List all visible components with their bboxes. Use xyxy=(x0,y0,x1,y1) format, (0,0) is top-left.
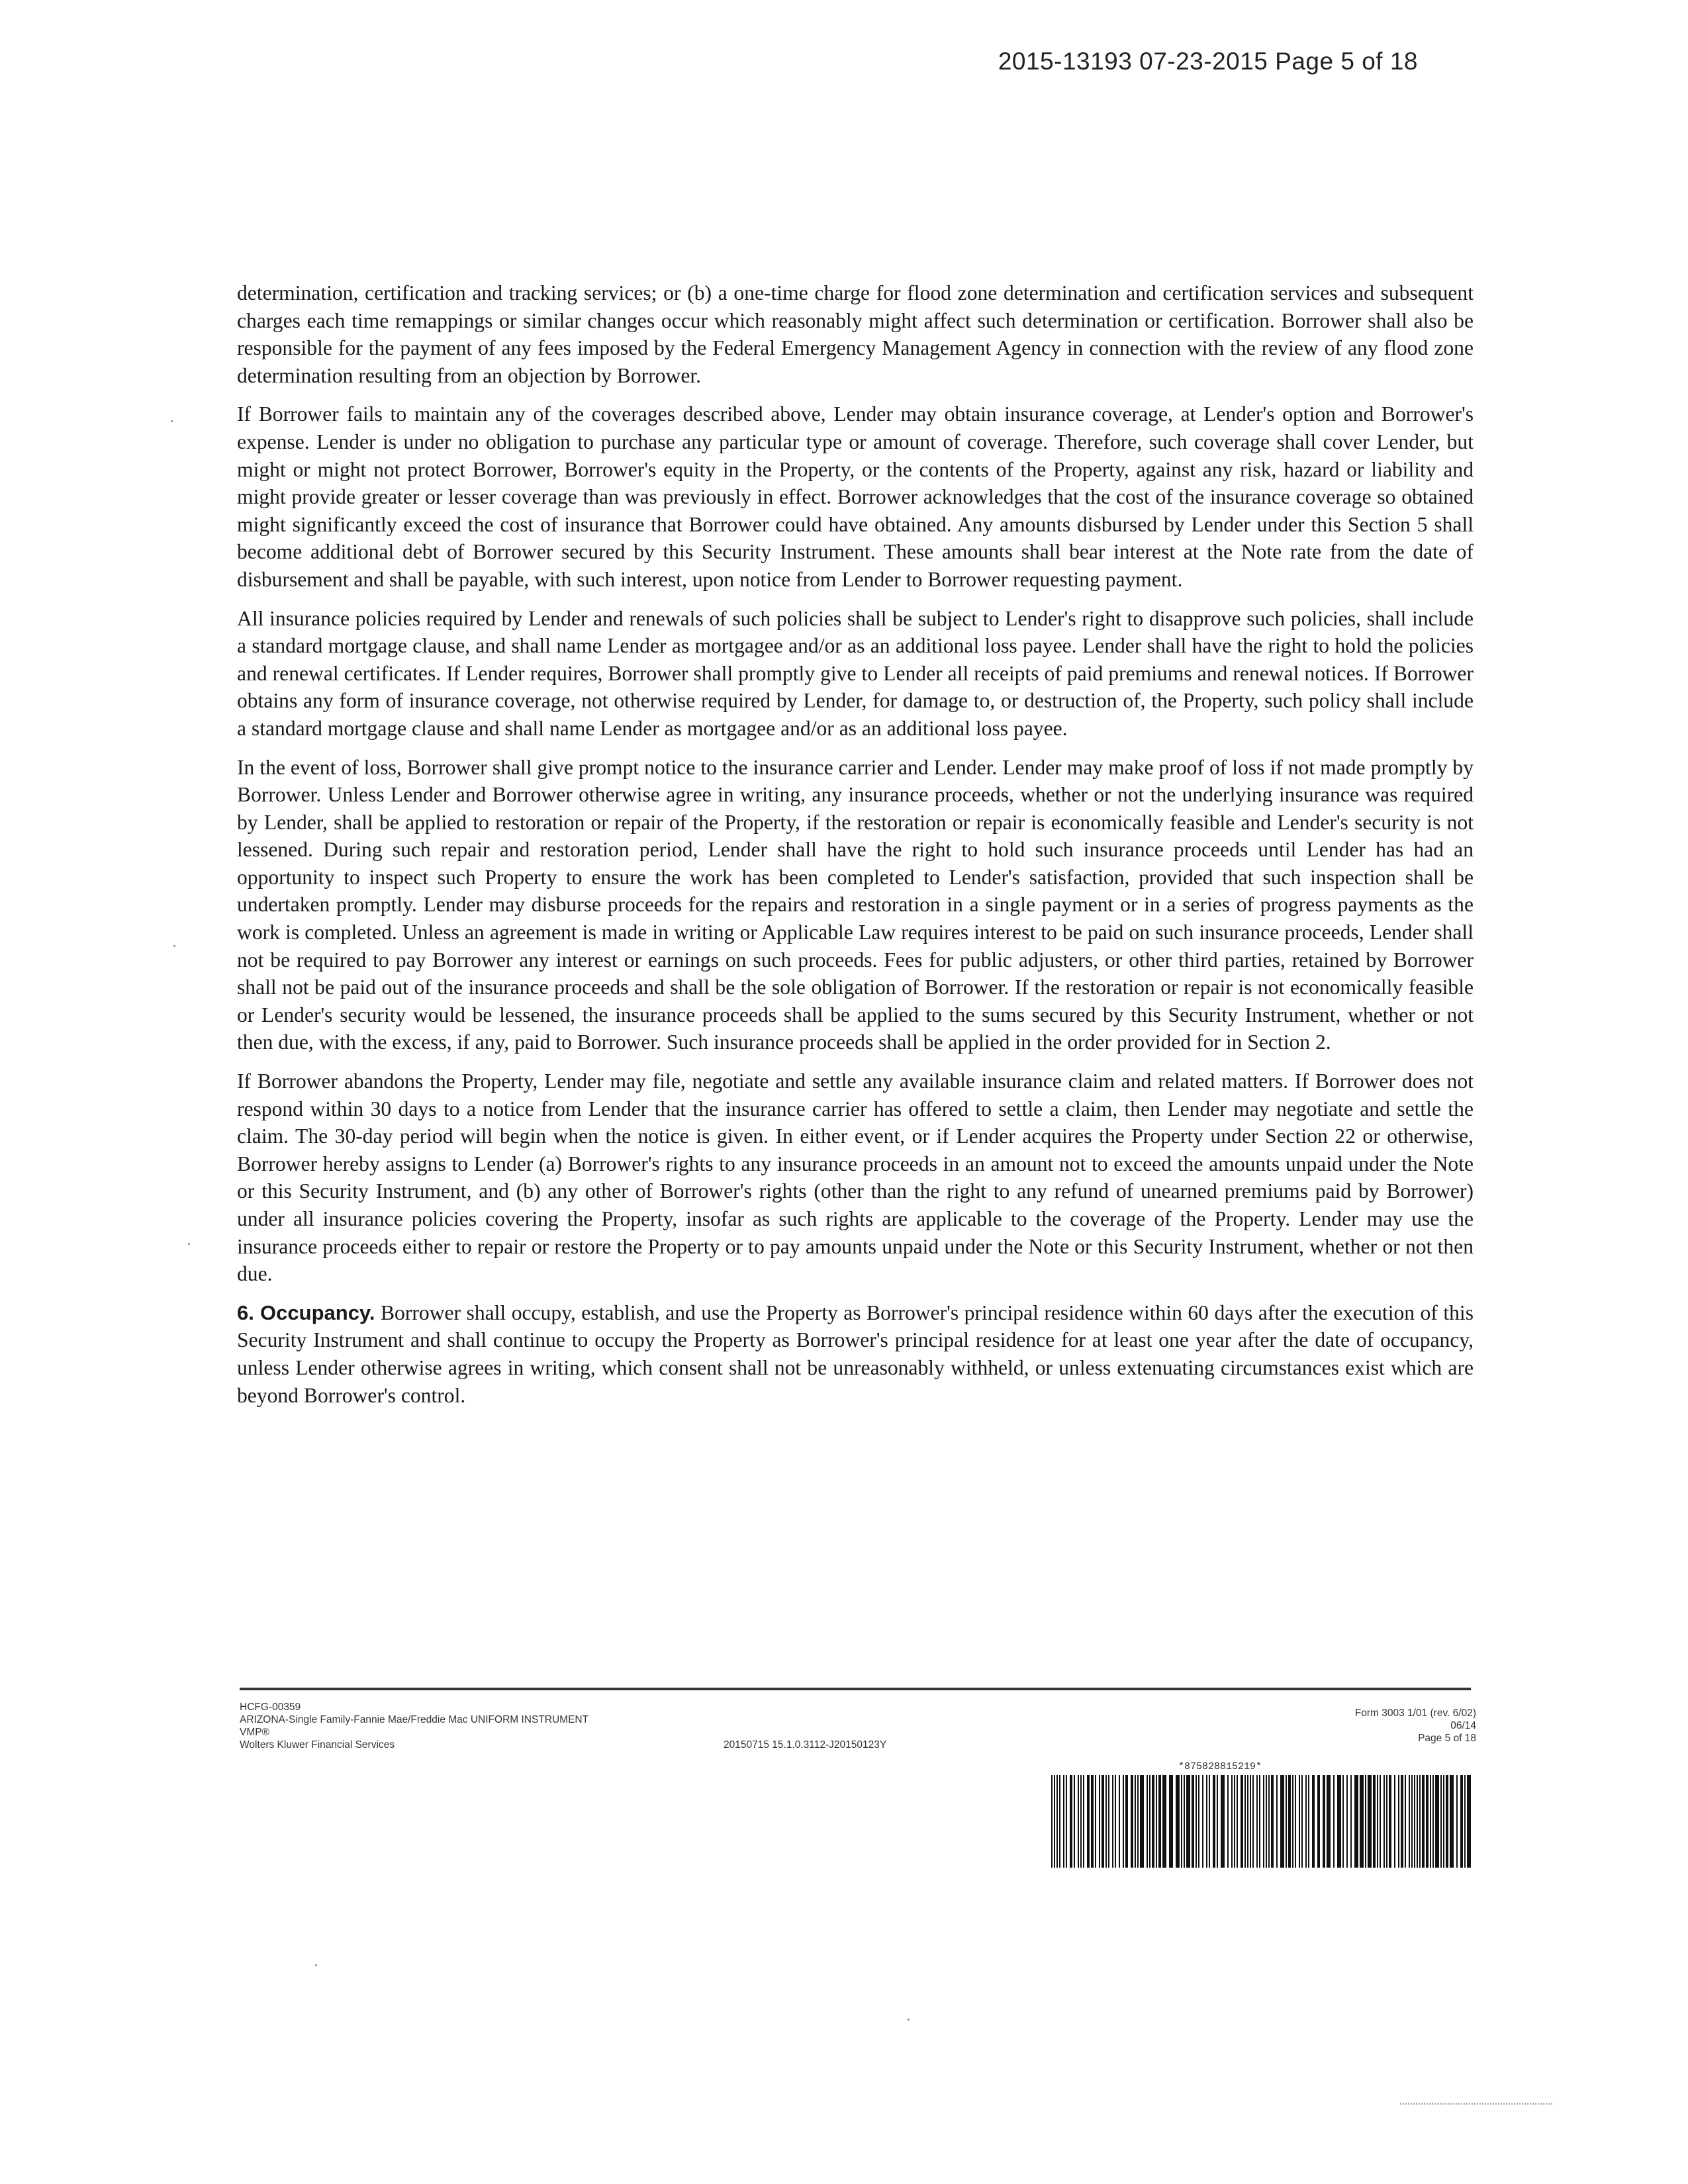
barcode-bar xyxy=(1213,1775,1215,1868)
barcode-bar xyxy=(1414,1775,1415,1868)
barcode-bar xyxy=(1299,1775,1300,1868)
barcode-bar xyxy=(1365,1775,1366,1868)
barcode-bar xyxy=(1286,1775,1287,1868)
footer-divider xyxy=(240,1688,1471,1690)
barcode-bar xyxy=(1169,1775,1173,1868)
footer-form-info xyxy=(240,1701,588,1751)
barcode-bar xyxy=(1368,1775,1372,1868)
barcode-bar xyxy=(1186,1775,1190,1868)
footer-page-number: Page 5 of 18 xyxy=(1418,1733,1476,1744)
footer-form-revision: Form 3003 1/01 (rev. 6/02) xyxy=(1354,1707,1476,1719)
barcode-bar xyxy=(1354,1775,1358,1868)
section-occupancy-heading: 6. Occupancy. xyxy=(237,1300,375,1324)
barcode-bar xyxy=(1271,1775,1274,1868)
barcode-bar xyxy=(1112,1775,1113,1868)
barcode-bar xyxy=(1105,1775,1107,1868)
paragraph-lender-coverage: If Borrower fails to maintain any of the coverages described above, Lender may obtain insurance coverage, at Lender's option and Borrower's expense. Lender is under no obligation to purchase any particular type or amount of coverage. Therefore, such coverage shall cover Lender, but might or might not protect Borrower, Borrower's equity in the Property, or the contents of the Property, against any risk, hazard or liability and might provide greater or lesser coverage than was previously in effect. Borrower acknowledges that the cost of the insurance coverage so obtained might significantly exceed the cost of insurance that Borrower could have obtained. Any amounts disbursed by Lender under this Section 5 shall become additional debt of Borrower secured by this Security Instrument. These amounts shall bear interest at the Note rate from the date of disbursement and shall be payable, with such interest, upon notice from Lender to Borrower requesting payment. xyxy=(237,402,1474,591)
barcode-bar xyxy=(1419,1775,1421,1868)
barcode-bar xyxy=(1227,1775,1229,1868)
barcode-bar xyxy=(1263,1775,1264,1868)
barcode-bar xyxy=(1078,1775,1079,1868)
barcode-bar xyxy=(1056,1775,1058,1868)
barcode-bar xyxy=(1432,1775,1434,1868)
barcode-bar xyxy=(1221,1775,1225,1868)
barcode-bar xyxy=(1176,1775,1180,1868)
barcode-bar xyxy=(1149,1775,1150,1868)
barcode-bar xyxy=(1430,1775,1431,1868)
scan-speck xyxy=(171,420,173,422)
barcode-bar xyxy=(1087,1775,1090,1868)
barcode-bar xyxy=(1386,1775,1387,1868)
barcode-bar xyxy=(1140,1775,1144,1868)
barcode-label: *875828815219* xyxy=(1178,1761,1262,1772)
barcode-bar xyxy=(1066,1775,1067,1868)
paragraph-insurance-policies: All insurance policies required by Lender and renewals of such policies shall be subject to Lender's right to disapprove such policies, shall include a standard mortgage clause, and shall name Lender as mortgagee and/or as an additional loss payee. Lender shall have the right to hold the policies and renewal certificates. If Lender requires, Borrower shall promptly give to Lender all receipts of paid premiums and renewal notices. If Borrower obtains any form of insurance coverage, not otherwise required by Lender, for damage to, or destruction of, the Property, such policy shall include a standard mortgage clause and shall name Lender as mortgagee and/or as an additional loss payee. xyxy=(237,606,1474,740)
barcode-bar xyxy=(1080,1775,1082,1868)
barcode-bar xyxy=(1440,1775,1442,1868)
paragraph-event-of-loss: In the event of loss, Borrower shall give prompt notice to the insurance carrier and Lender. Lender may make proof of loss if not made promptly by Borrower. Unless Lender and Borrower otherwise agree in writing, any insurance proceeds, whether or not the underlying insurance was required by Lender, shall be applied to restoration or repair of the Property, if the restoration or repair is economically feasible and Lender's security is not lessened. During such repair and restoration period, Lender shall have the right to hold such insurance proceeds until Lender has had an opportunity to inspect such Property to ensure the work has been completed to Lender's satisfaction, provided that such inspection shall be undertaken promptly. Lender may disburse proceeds for the repairs and restoration in a single payment or in a series of progress payments as the work is completed. Unless an agreement is made in writing or Applicable Law requires interest to be paid on such insurance proceeds, Lender shall not be required to pay Borrower any interest or earnings on such proceeds. Fees for public adjusters, or other third parties, retained by Borrower shall not be paid out of the insurance proceeds and shall be the sole obligation of Borrower. If the restoration or repair is not economically feasible or Lender's security would be lessened, the insurance proceeds shall be applied to the sums secured by this Security Instrument, whether or not then due, with the excess, if any, paid to Borrower. Such insurance proceeds shall be applied in the order provided for in Section 2. xyxy=(237,755,1474,1054)
barcode-bar xyxy=(1131,1775,1133,1868)
barcode-bar xyxy=(1091,1775,1094,1868)
barcode-bar xyxy=(1206,1775,1207,1868)
section-occupancy-text: Borrower shall occupy, establish, and use the Property as Borrower's principal residence within 60 days after the execution of this Security Instrument and shall continue to occupy the Property as Borrower's principal residence for at least one year after the date of occupancy, unless Lender otherwise agrees in writing, which consent shall not be unreasonably withheld, or unless extenuating circumstances exist which are beyond Borrower's control. xyxy=(237,1300,1474,1407)
barcode-bar xyxy=(1280,1775,1284,1868)
barcode-bar xyxy=(1456,1775,1458,1868)
barcode-bar xyxy=(1380,1775,1381,1868)
scan-speck xyxy=(315,1964,317,1966)
barcode-bar xyxy=(1295,1775,1296,1868)
footer-form-id: HCFG-00359 xyxy=(240,1702,301,1713)
barcode-bar xyxy=(1337,1775,1341,1868)
barcode-bar xyxy=(1108,1775,1109,1868)
barcode-bar xyxy=(1051,1775,1053,1868)
barcode-bar xyxy=(1115,1775,1116,1868)
footer-document-code: 20150715 15.1.0.3112-J20150123Y xyxy=(724,1739,887,1751)
barcode-bar xyxy=(1135,1775,1136,1868)
barcode-bar xyxy=(1196,1775,1197,1868)
barcode-bar xyxy=(1342,1775,1344,1868)
barcode-bar xyxy=(1460,1775,1463,1868)
barcode-bar xyxy=(1426,1775,1429,1868)
barcode-bar xyxy=(1184,1775,1185,1868)
scan-artifact-dots xyxy=(1400,2103,1552,2105)
barcode-bar xyxy=(1292,1775,1293,1868)
barcode-bar xyxy=(1156,1775,1157,1868)
barcode-bar xyxy=(1417,1775,1418,1868)
barcode-bar xyxy=(1467,1775,1471,1868)
barcode-bar xyxy=(1244,1775,1246,1868)
barcode-bar xyxy=(1327,1775,1331,1868)
barcode-bar xyxy=(1373,1775,1376,1868)
footer-form-number xyxy=(1355,1707,1476,1745)
barcode-bar xyxy=(1234,1775,1235,1868)
barcode-bar xyxy=(1063,1775,1064,1868)
barcode-bar xyxy=(1192,1775,1194,1868)
barcode-bar xyxy=(1446,1775,1448,1868)
barcode-bar xyxy=(1266,1775,1267,1868)
barcode-bar xyxy=(1059,1775,1060,1868)
barcode-bar xyxy=(1152,1775,1154,1868)
barcode-bar xyxy=(1411,1775,1413,1868)
scan-speck xyxy=(188,1243,190,1245)
barcode-bar xyxy=(1125,1775,1128,1868)
barcode-bar xyxy=(1409,1775,1410,1868)
paragraph-flood-determination: determination, certification and tracking services; or (b) a one-time charge for flood zone determination and certification services and subsequent charges each time remappings or similar changes occur which reasonably might affect such determination or certification. Borrower shall also be responsible for the payment of any fees imposed by the Federal Emergency Management Agency in connection with the review of any flood zone determination resulting from an objection by Borrower. xyxy=(237,281,1474,387)
barcode-bar xyxy=(1102,1775,1104,1868)
barcode-bar xyxy=(1095,1775,1096,1868)
footer-vendor: VMP® xyxy=(240,1727,270,1738)
barcode-bar xyxy=(1162,1775,1166,1868)
scan-speck xyxy=(173,945,175,947)
barcode-bar xyxy=(1435,1775,1439,1868)
barcode-bar xyxy=(1305,1775,1307,1868)
barcode-bar xyxy=(1119,1775,1120,1868)
scan-speck xyxy=(908,2019,910,2021)
barcode-bar xyxy=(1398,1775,1399,1868)
barcode-bar xyxy=(1209,1775,1210,1868)
barcode-bar xyxy=(1198,1775,1199,1868)
barcode-bar xyxy=(1083,1775,1084,1868)
recording-stamp: 2015-13193 07-23-2015 Page 5 of 18 xyxy=(998,48,1418,75)
barcode-bar xyxy=(1317,1775,1320,1868)
barcode-bar xyxy=(1288,1775,1291,1868)
paragraph-abandonment: If Borrower abandons the Property, Lender may file, negotiate and settle any available insurance claim and related matters. If Borrower does not respond within 30 days to a notice from Lender that the insurance carrier has offered to settle a claim, then Lender may negotiate and settle the claim. The 30-day period will begin when the notice is given. In either event, or if Lender acquires the Property under Section 22 or otherwise, Borrower hereby assigns to Lender (a) Borrower's rights to any insurance proceeds in an amount not to exceed the amounts unpaid under the Note or this Security Instrument, and (b) any other of Borrower's rights (other than the right to any refund of unearned premiums paid by Borrower) under all insurance policies covering the Property, insofar as such rights are applicable to the coverage of the Property. Lender may use the insurance proceeds either to repair or restore the Property or to pay amounts unpaid under the Note or this Security Instrument, whether or not then due. xyxy=(237,1069,1474,1286)
barcode-bar xyxy=(1268,1775,1270,1868)
barcode-bar xyxy=(1181,1775,1182,1868)
barcode-bar xyxy=(1147,1775,1148,1868)
barcode-bar xyxy=(1350,1775,1352,1868)
barcode-bar xyxy=(1383,1775,1385,1868)
barcode-bar xyxy=(1217,1775,1218,1868)
barcode-bar xyxy=(1237,1775,1238,1868)
barcode-bar xyxy=(1070,1775,1072,1868)
footer-publisher: Wolters Kluwer Financial Services xyxy=(240,1739,395,1751)
barcode-bar xyxy=(1054,1775,1055,1868)
barcode-bar xyxy=(1137,1775,1139,1868)
barcode-bar xyxy=(1333,1775,1335,1868)
barcode-bar xyxy=(1389,1775,1391,1868)
barcode-bar xyxy=(1312,1775,1315,1868)
barcode-bar xyxy=(1241,1775,1243,1868)
barcode-bar xyxy=(1394,1775,1395,1868)
barcode-bar xyxy=(1202,1775,1203,1868)
barcode-bar xyxy=(1250,1775,1251,1868)
section-occupancy xyxy=(237,1299,1474,1409)
document-body xyxy=(237,279,1474,1420)
barcode-bar xyxy=(1323,1775,1325,1868)
barcode-bar xyxy=(1158,1775,1161,1868)
barcode-bar xyxy=(1247,1775,1248,1868)
barcode-bar xyxy=(1450,1775,1454,1868)
barcode-bar xyxy=(1401,1775,1403,1868)
footer-form-date: 06/14 xyxy=(1450,1720,1476,1731)
barcode-bar xyxy=(1252,1775,1254,1868)
barcode-bar xyxy=(1464,1775,1466,1868)
barcode-image xyxy=(1051,1775,1472,1868)
barcode-bar xyxy=(1276,1775,1278,1868)
barcode-bar xyxy=(1231,1775,1233,1868)
barcode-bar xyxy=(1123,1775,1124,1868)
barcode-bar xyxy=(1443,1775,1444,1868)
barcode-bar xyxy=(1346,1775,1348,1868)
barcode-bar xyxy=(1301,1775,1303,1868)
barcode-bar xyxy=(1099,1775,1100,1868)
barcode-bar xyxy=(1074,1775,1075,1868)
footer-form-title: ARIZONA-Single Family-Fannie Mae/Freddie Mac UNIFORM INSTRUMENT xyxy=(240,1714,589,1725)
barcode-bar xyxy=(1360,1775,1364,1868)
barcode-bar xyxy=(1256,1775,1258,1868)
barcode-bar xyxy=(1259,1775,1260,1868)
barcode-bar xyxy=(1308,1775,1309,1868)
barcode-bar xyxy=(1405,1775,1406,1868)
barcode-bar xyxy=(1422,1775,1425,1868)
barcode-bar xyxy=(1377,1775,1378,1868)
